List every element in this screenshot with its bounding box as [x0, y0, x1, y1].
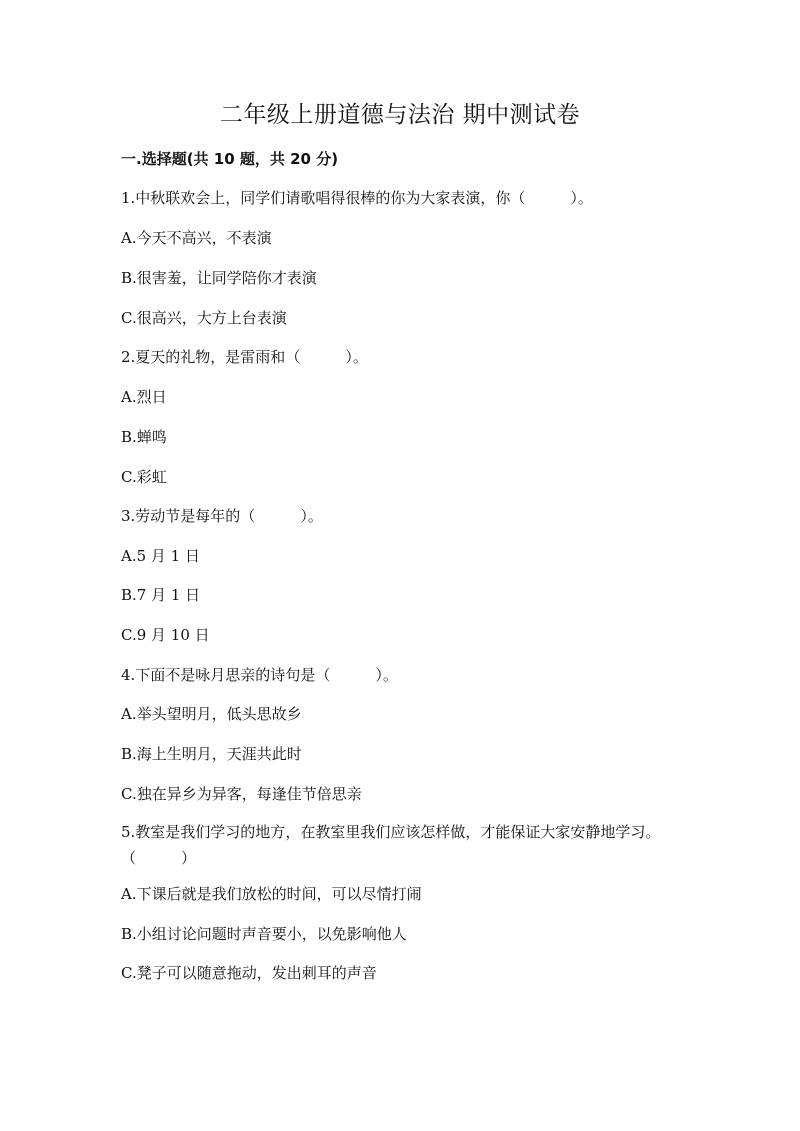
section-heading: 一.选择题(共 10 题，共 20 分): [121, 150, 339, 168]
exam-title: 二年级上册道德与法治 期中测试卷: [219, 102, 581, 128]
question-4-option-c: C.独在异乡为异客，每逢佳节倍思亲: [121, 785, 362, 803]
question-2-option-c: C.彩虹: [121, 468, 167, 486]
question-5-option-c: C.凳子可以随意拖动，发出刺耳的声音: [121, 964, 377, 982]
question-1-option-c: C.很高兴，大方上台表演: [121, 309, 287, 327]
question-3-option-c: C.9 月 10 日: [121, 626, 210, 644]
question-5-stem: 5.教室是我们学习的地方，在教室里我们应该怎样做，才能保证大家安静地学习。（ ）: [121, 823, 661, 867]
question-3-option-b: B.7 月 1 日: [121, 586, 201, 604]
question-4-stem: 4.下面不是咏月思亲的诗句是（ ）。: [121, 666, 398, 684]
question-1-option-a: A.今天不高兴，不表演: [121, 229, 272, 247]
question-5-option-b: B.小组讨论问题时声音要小，以免影响他人: [121, 925, 407, 943]
question-2-option-a: A.烈日: [121, 388, 167, 406]
question-1-stem: 1.中秋联欢会上，同学们请歌唱得很棒的你为大家表演，你（ ）。: [121, 189, 593, 207]
question-3-stem: 3.劳动节是每年的（ ）。: [121, 507, 323, 525]
question-5-option-a: A.下课后就是我们放松的时间，可以尽情打闹: [121, 885, 422, 903]
question-3-option-a: A.5 月 1 日: [121, 547, 200, 565]
question-2-stem: 2.夏天的礼物，是雷雨和（ ）。: [121, 348, 368, 366]
question-1-option-b: B.很害羞，让同学陪你才表演: [121, 269, 317, 287]
question-4-option-a: A.举头望明月，低头思故乡: [121, 705, 302, 723]
question-2-option-b: B.蝉鸣: [121, 428, 167, 446]
question-4-option-b: B.海上生明月，天涯共此时: [121, 745, 302, 763]
